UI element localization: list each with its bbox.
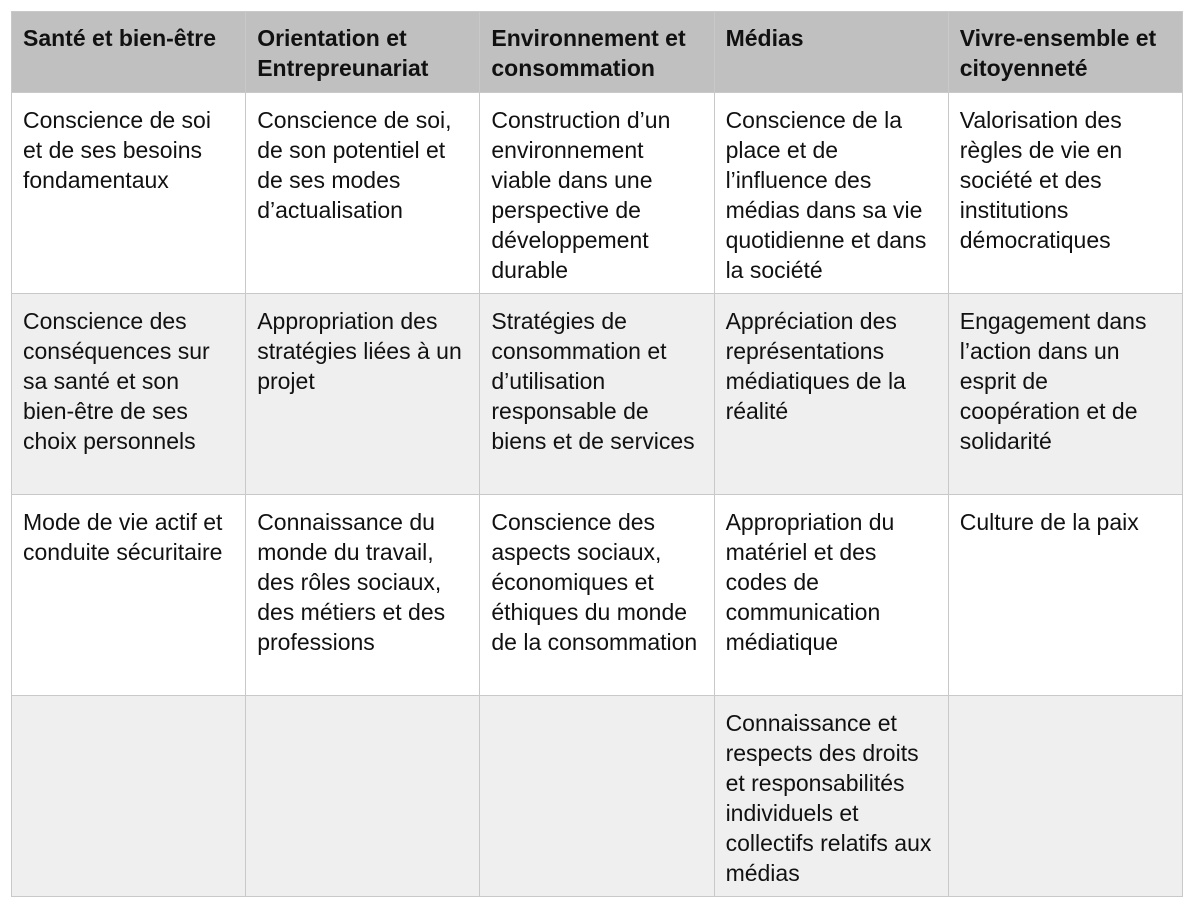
table-cell: Conscience des conséquences sur sa santé et son bien-être de ses choix personnels (12, 294, 246, 495)
table-cell: Conscience des aspects sociaux, économiques et éthiques du monde de la consommation (480, 495, 714, 696)
table-cell: Stratégies de consommation et d’utilisation responsable de biens et de services (480, 294, 714, 495)
table-cell: Appropriation des stratégies liées à un projet (246, 294, 480, 495)
header-cell-medias: Médias (714, 12, 948, 93)
header-cell-environnement: Environnement et consommation (480, 12, 714, 93)
table-cell: Conscience de soi et de ses besoins fondamentaux (12, 93, 246, 294)
table-row (12, 93, 1183, 294)
table-cell-empty (948, 696, 1182, 897)
table-cell: Appropriation du matériel et des codes de communication médiatique (714, 495, 948, 696)
table-cell: Construction d’un environnement viable dans une perspective de développement durable (480, 93, 714, 294)
header-cell-sante: Santé et bien-être (12, 12, 246, 93)
table-row (12, 696, 1183, 897)
header-cell-orientation: Orientation et Entrepreunariat (246, 12, 480, 93)
table-cell-empty (480, 696, 714, 897)
table-cell: Valorisation des règles de vie en société et des institutions démocratiques (948, 93, 1182, 294)
header-row (12, 12, 1183, 93)
table-cell-empty (12, 696, 246, 897)
table-cell: Conscience de la place et de l’influence des médias dans sa vie quotidienne et dans la société (714, 93, 948, 294)
table-cell: Connaissance et respects des droits et responsabilités individuels et collectifs relatifs aux médias (714, 696, 948, 897)
table-cell: Engagement dans l’action dans un esprit de coopération et de solidarité (948, 294, 1182, 495)
domains-table (11, 11, 1183, 897)
table-cell: Mode de vie actif et conduite sécuritaire (12, 495, 246, 696)
table-cell: Culture de la paix (948, 495, 1182, 696)
table-cell-empty (246, 696, 480, 897)
table-cell: Conscience de soi, de son potentiel et de ses modes d’actualisation (246, 93, 480, 294)
table-row (12, 294, 1183, 495)
table-cell: Connaissance du monde du travail, des rôles sociaux, des métiers et des professions (246, 495, 480, 696)
table-cell: Appréciation des représentations médiatiques de la réalité (714, 294, 948, 495)
header-cell-vivre-ensemble: Vivre-ensemble et citoyenneté (948, 12, 1182, 93)
table-row (12, 495, 1183, 696)
